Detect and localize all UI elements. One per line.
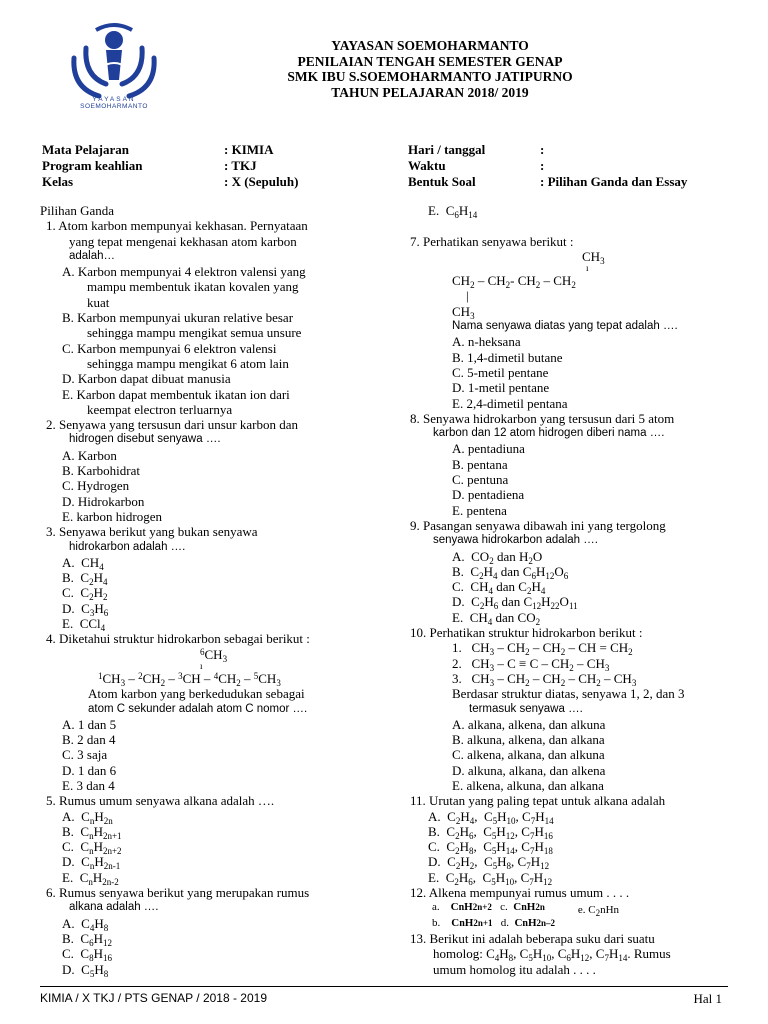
yayasan-logo <box>64 18 164 113</box>
question-10: 10. Perhatikan struktur hidrokarbon berikut : <box>410 625 643 641</box>
structure-4: $^1CH_3 - ^2CH_2 - ^3CH - ^4CH_2 - ^5CH_3$ <box>98 670 281 688</box>
header-line-4: TAHUN PELAJARAN 2018/ 2019 <box>331 84 529 100</box>
question-9: 9. Pasangan senyawa dibawah ini yang tergolong <box>410 517 666 533</box>
header-line-1: YAYASAN SOEMOHARMANTO <box>331 38 529 53</box>
question-2: 2. Senyawa yang tersusun dari unsur karbon dan <box>46 417 298 433</box>
info-labels-right: Hari / tanggal Waktu Bentuk Soal <box>408 142 486 189</box>
footer-divider <box>40 986 728 987</box>
header-line-3: SMK IBU S.SOEMOHARMANTO JATIPURNO <box>287 69 573 84</box>
question-5: 5. Rumus umum senyawa alkana adalah …. <box>46 793 275 809</box>
info-labels-left: Mata Pelajaran Program keahlian Kelas <box>42 142 143 189</box>
left-column: Pilihan Ganda 1. Atom karbon mempunyai kekhasan. Pernyataan yang tepat mengenai kekhasan atom karbon adalah… A. Karbon mempunyai 4 elektron valensi yang mampu membentuk ikatan kovalen yang kuat B. Karbon mempunyai ukuran relative besar sehingga mampu mengikat semua unsure C. Karbon mempunyai 6 elektron valensi sehingga mampu mengikat 6 atom lain D. Karbon dapat dibuat manusia E. Karbon dapat membentuk ikatan ion dari keempat electron terluarnya 2. Senyawa yang tersusun dari unsur karbon dan hidrogen disebut senyawa …. A. Karbon B. Karbohidrat C. Hydrogen D. Hidrokarbon E. karbon hidrogen 3. Senyawa berikut yang bukan senyawa hidrokarbon adalah …. A. $CH_4$ B. $C_2H_4$ C. $C_2H_2$ D. $C_3H_6$ E. CCl$_4$ 4. Diketahui struktur hidrokarbon sebagai berikut : $^6CH_3$ ı $^1CH_3 - ^2CH_2 - ^3CH - ^4CH_2 - ^5CH_3$ Atom karbon yang berkedudukan sebagai atom C sekunder adalah atom C nomor …. A. 1 dan 5 B. 2 dan 4 C. 3 saja D. 1 dan 6 E. 3 dan 4 5. Rumus umum senyawa alkana adalah …. A. $C_nH_{2n}$ B. $C_nH_{2n+1}$ C. $C_nH_{2n+2}$ D. $C_nH_{2n-1}$ E. $C_nH_{2n-2}$ 6. Rumus senyawa berikut yang merupakan rumus alkana adalah …. A. $C_4H_8$ B. $C_6H_{12}$ C. $C_8H_{16}$ D. $C_5H_8$ <box>40 203 370 977</box>
question-13: 13. Berikut ini adalah beberapa suku dari suatu <box>410 930 655 946</box>
logo-text: YAYASAN SOEMOHARMANTO <box>80 96 148 110</box>
question-6: 6. Rumus senyawa berikut yang merupakan rumus <box>46 885 310 901</box>
header-line-2: PENILAIAN TENGAH SEMESTER GENAP <box>297 53 563 69</box>
document-header <box>180 38 680 100</box>
right-column: E. $C_6H_{14}$ 7. Perhatikan senyawa berikut : $CH_3$ ı $CH_2 - CH_2-$ $CH_2 - CH_2$ | $CH_3$ Nama senyawa diatas yang tepat adalah …. A. n-heksana B. 1,4-dimetil butane C. 5-metil pentane D. 1-metil pentane E. 2,4-dimetil pentana 8. Senyawa hidrokarbon yang tersusun dari 5 atom karbon dan 12 atom hidrogen diberi nama …. A. pentadiuna B. pentana C. pentuna D. pentadiena E. pentena 9. Pasangan senyawa dibawah ini yang tergolong senyawa hidrokarbon adalah …. A. $CO_2$ dan $H_2O$ B. $C_2H_4$ dan $C_6H_{12}O_6$ C. $CH_4$ dan $C_2H_4$ D. $C_2H_6$ dan $C_{12}H_{22}O_{11}$ E. $CH_4$ dan $CO_2$ 10. Perhatikan struktur hidrokarbon berikut : 1. $CH_3 - CH_2 - CH_2$ – CH = $CH_2$ 2. $CH_3 - C \equiv C - CH_2 - CH_3$ 3. $CH_3 - CH_2 - CH_2 - CH_2 - CH_3$ Berdasar struktur diatas, senyawa 1, 2, dan 3 termasuk senyawa …. A. alkana, alkena, dan alkuna B. alkuna, alkena, dan alkana C. alkena, alkana, dan alkuna D. alkuna, alkana, dan alkena E. alkena, alkuna, dan alkana 11. Urutan yang paling tepat untuk alkana adalah A. $C_2H_4$, $C_5H_{10}$, $C_7H_{14}$ B. $C_2H_6$, $C_5H_{12}$, $C_7H_{16}$ C. $C_2H_8$, $C_5H_{14}$, $C_7H_{18}$ D. $C_2H_2$, $C_5H_8$, $C_7H_{12}$ E. $C_2H_6$, $C_5H_{10}$, $C_7H_{12}$ 12. Alkena mempunyai rumus umum . . . . a. CnH2n+2 c. CnH2n e. $C_2nHn$ b. CnH2n+1 d. CnH2n–2 13. Berikut ini adalah beberapa suku dari suatu homolog: $C_4H_8$, $C_5H_{10}$, $C_6H_{12}$, $C_7H_{14}$. Rumus umum homolog itu adalah . . . . <box>410 203 730 977</box>
info-values-right: : : : Pilihan Ganda dan Essay <box>540 142 688 189</box>
section-title: Pilihan Ganda <box>40 203 115 218</box>
question-11: 11. Urutan yang paling tepat untuk alkana adalah <box>410 793 666 809</box>
structure-7: $CH_2 - CH_2-$ $CH_2 - CH_2$ <box>452 273 576 291</box>
question-4: 4. Diketahui struktur hidrokarbon sebagai berikut : <box>46 631 310 647</box>
page-footer <box>40 986 728 1007</box>
question-12: 12. Alkena mempunyai rumus umum . . . . <box>410 885 630 901</box>
question-1: 1. Atom karbon mempunyai kekhasan. Pernyataan <box>46 218 308 234</box>
footer-left: KIMIA / X TKJ / PTS GENAP / 2018 - 2019 <box>40 991 267 1005</box>
question-8: 8. Senyawa hidrokarbon yang tersusun dari 5 atom <box>410 410 675 426</box>
page-number: Hal 1 <box>693 991 722 1006</box>
question-3: 3. Senyawa berikut yang bukan senyawa <box>46 524 258 540</box>
info-values-left: : KIMIA : TKJ : X (Sepuluh) <box>224 142 299 189</box>
question-7: 7. Perhatikan senyawa berikut : <box>410 233 574 249</box>
